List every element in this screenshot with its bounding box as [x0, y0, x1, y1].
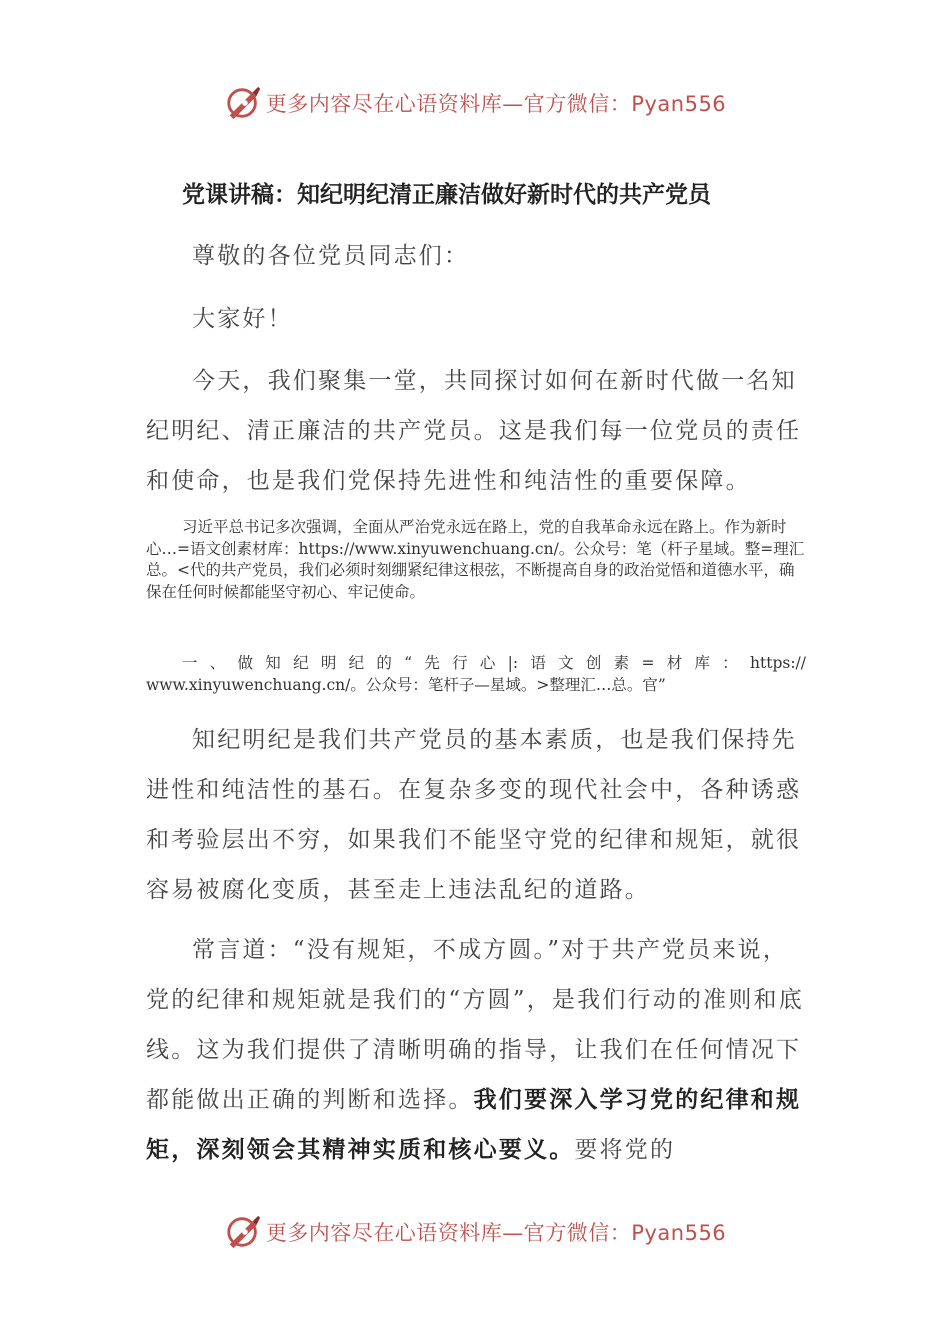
paragraph-2 [146, 517, 806, 603]
paragraph-4-text: 知纪明纪是我们共产党员的基本素质，也是我们保持先进性和纯洁性的基石。在复杂多变的现代社会中，各种诱惑和考验层出不穷，如果我们不能坚守党的纪律和规矩，就很容易被腐化变质，甚至走上违法乱纪的道路。 [146, 727, 802, 903]
document-title: 党课讲稿：知纪明纪清正廉洁做好新时代的共产党员 [182, 182, 711, 208]
section-heading-1 [146, 653, 806, 696]
header-banner [0, 78, 950, 128]
banner-text: 更多内容尽在心语资料库—官方微信：Pyan556 [265, 1221, 727, 1245]
paragraph-5-bold: 我们要深入学习党的纪律和规矩，深刻领会其精神实质和核心要义。 [146, 1086, 802, 1163]
footer-banner [0, 1207, 950, 1257]
greeting-text: 尊敬的各位党员同志们： [192, 243, 470, 269]
paragraph-1 [146, 356, 806, 506]
section-heading-1-line-2: www.xinyuwenchuang.cn/。公众号：笔杆子—星域。>整理汇…总。官” [146, 675, 666, 694]
paragraph-1-text: 今天，我们聚集一堂，共同探讨如何在新时代做一名知纪明纪、清正廉洁的共产党员。这是我们每一位党员的责任和使命，也是我们党保持先进性和纯洁性的重要保障。 [146, 368, 802, 494]
paragraph-4 [146, 715, 806, 915]
hello [146, 294, 806, 344]
paragraph-2-text: 习近平总书记多次强调，全面从严治党永远在路上，党的自我革命永远在路上。作为新时心…=语文创素材库：https://www.xinyuwenchuang.cn/。公众号：笔（杆子星域。整=理汇总。<代的共产党员，我们必须时刻绷紧纪律这根弦，不断提高自身的政治觉悟和道德水平，确保在任何时候都能坚守初心、牢记使命。 [146, 518, 805, 601]
pen-circle-logo-icon [224, 1213, 262, 1251]
paragraph-5-text [146, 925, 806, 1175]
paragraph-5 [146, 925, 806, 1175]
paragraph-5-part-1: 常言道：“没有规矩，不成方圆。”对于共产党员来说，党的纪律和规矩就是我们的“方圆”，是我们行动的准则和底线。这为我们提供了清晰明确的指导，让我们在任何情况下都能做出正确的判断和选择。 [146, 937, 804, 1113]
section-heading-1-line-1: 一、做知纪明纪的“先行心|:语文创素=材库：https:// [182, 654, 806, 672]
greeting [146, 231, 806, 281]
banner-text: 更多内容尽在心语资料库—官方微信：Pyan556 [265, 92, 727, 116]
paragraph-5-part-2: 要将党的 [574, 1137, 676, 1163]
pen-circle-logo-icon [224, 84, 262, 122]
hello-text: 大家好！ [192, 306, 293, 332]
